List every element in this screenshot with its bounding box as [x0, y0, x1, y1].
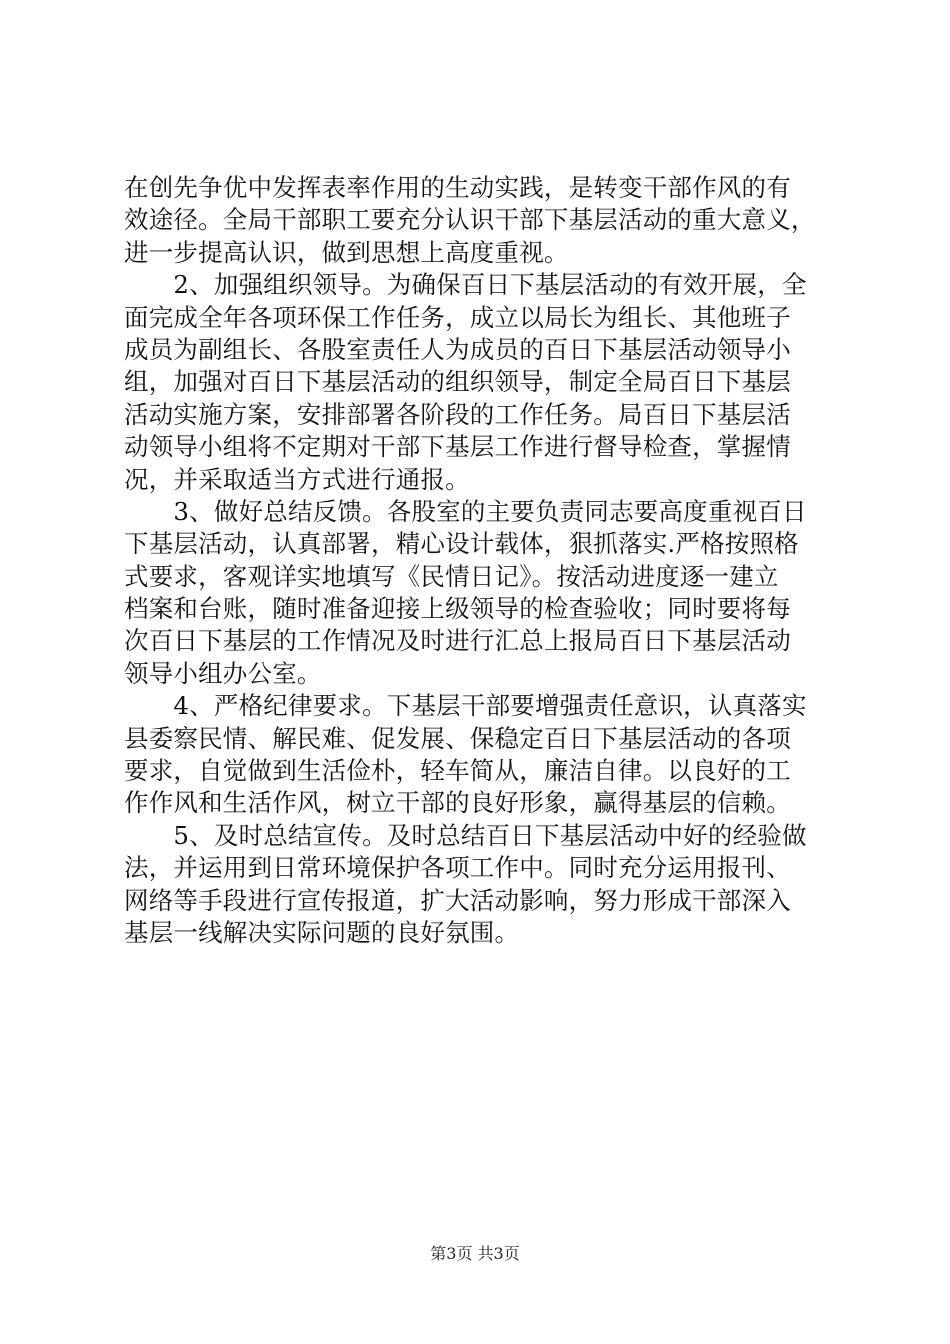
text-line: 网络等手段进行宣传报道，扩大活动影响，努力形成干部深入	[124, 885, 791, 915]
text-line: 县委察民情、解民难、促发展、保稳定百日下基层活动的各项	[124, 723, 791, 753]
text-line: 效途径。全局干部职工要充分认识干部下基层活动的重大意义，	[124, 205, 816, 235]
text-line: 次百日下基层的工作情况及时进行汇总上报局百日下基层活动	[124, 626, 791, 656]
text-line: 2、加强组织领导。为确保百日下基层活动的有效开展，全	[124, 270, 807, 300]
text-line: 况，并采取适当方式进行通报。	[124, 464, 470, 494]
text-line: 在创先争优中发挥表率作用的生动实践，是转变干部作风的有	[124, 173, 791, 202]
paragraph	[124, 172, 836, 269]
text-line: 面完成全年各项环保工作任务，成立以局长为组长、其他班子	[124, 302, 791, 332]
page-number-footer: 第3页 共3页	[430, 1244, 520, 1263]
text-line: 动领导小组将不定期对干部下基层工作进行督导检查，掌握情	[124, 432, 791, 462]
text-line: 活动实施方案，安排部署各阶段的工作任务。局百日下基层活	[124, 399, 791, 429]
paragraph	[124, 269, 836, 496]
text-line: 领导小组办公室。	[124, 658, 322, 688]
text-line: 作作风和生活作风，树立干部的良好形象，赢得基层的信赖。	[124, 788, 791, 818]
text-line: 进一步提高认识，做到思想上高度重视。	[124, 237, 569, 267]
text-line: 下基层活动，认真部署，精心设计载体，狠抓落实.严格按照格	[124, 529, 799, 559]
text-line: 组，加强对百日下基层活动的组织领导，制定全局百日下基层	[124, 367, 791, 397]
text-line: 式要求，客观详实地填写《民情日记》。按活动进度逐一建立	[124, 561, 779, 591]
text-line: 基层一线解决实际问题的良好氛围。	[124, 917, 520, 947]
paragraph	[124, 690, 836, 820]
text-line: 成员为副组长、各股室责任人为成员的百日下基层活动领导小	[124, 334, 791, 364]
document-body	[124, 172, 836, 949]
text-line: 法，并运用到日常环境保护各项工作中。同时充分运用报刊、	[124, 853, 791, 883]
text-line: 5、及时总结宣传。及时总结百日下基层活动中好的经验做	[124, 820, 807, 850]
paragraph	[124, 496, 836, 690]
text-line: 要求，自觉做到生活俭朴，轻车简从，廉洁自律。以良好的工	[124, 756, 791, 786]
text-line: 档案和台账，随时准备迎接上级领导的检查验收；同时要将每	[124, 594, 791, 624]
paragraph	[124, 820, 836, 950]
text-line: 3、做好总结反馈。各股室的主要负责同志要高度重视百日	[124, 496, 807, 526]
text-line: 4、严格纪律要求。下基层干部要增强责任意识，认真落实	[124, 691, 807, 721]
